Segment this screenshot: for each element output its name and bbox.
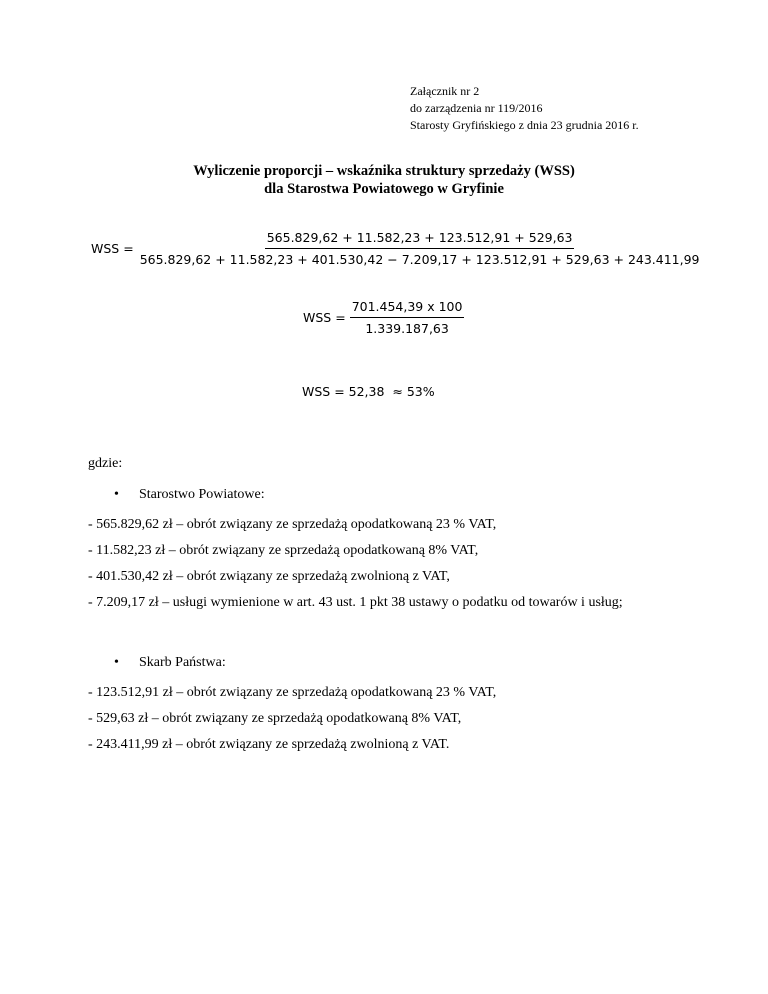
formula-1-denominator: 565.829,62 + 11.582,23 + 401.530,42 − 7.209,17 + 123.512,91 + 529,63 + 243.411,99 [139,252,700,267]
bullet-icon: • [114,655,119,670]
formula-1-numerator: 565.829,62 + 11.582,23 + 123.512,91 + 529,63 [265,230,575,249]
bullet-icon: • [114,487,119,502]
title-line-2: dla Starostwa Powiatowego w Gryfinie [264,181,504,197]
list-item: - 11.582,23 zł – obrót związany ze sprzedażą opodatkowaną 8% VAT, [88,543,479,558]
list-item: - 529,63 zł – obrót związany ze sprzedażą opodatkowaną 8% VAT, [88,711,462,726]
list-item: - 565.829,62 zł – obrót związany ze sprzedażą opodatkowaną 23 % VAT, [88,517,497,532]
formula-2-numerator: 701.454,39 x 100 [350,299,465,318]
formula-1-fraction [138,230,702,267]
section-1-heading-text: Starostwo Powiatowe: [139,487,265,502]
section-2-heading [114,654,226,672]
gdzie-label: gdzie: [88,456,123,471]
document-title [0,162,768,198]
list-item: - 7.209,17 zł – usługi wymienione w art. 43 ust. 1 pkt 38 ustawy o podatku od towarów i usług; [88,595,623,610]
section-2-heading-text: Skarb Państwa: [139,655,226,670]
formula-2 [303,299,464,336]
section-1-heading [114,486,265,504]
formula-1-lhs: WSS = [91,241,134,256]
formula-3-text: WSS = 52,38 ≈ 53% [302,384,435,399]
annex-line-2: do zarządzenia nr 119/2016 [410,101,543,115]
formula-2-fraction [350,299,465,336]
formula-3 [302,384,435,399]
annex-line-1: Załącznik nr 2 [410,84,480,98]
list-item: - 123.512,91 zł – obrót związany ze sprzedażą opodatkowaną 23 % VAT, [88,685,497,700]
formula-2-denominator: 1.339.187,63 [365,321,449,336]
annex-line-3: Starosty Gryfińskiego z dnia 23 grudnia 2016 r. [410,118,639,132]
formula-1 [91,230,702,267]
list-item: - 243.411,99 zł – obrót związany ze sprzedażą zwolnioną z VAT. [88,737,450,752]
annex-header [410,83,639,134]
list-item: - 401.530,42 zł – obrót związany ze sprzedażą zwolnioną z VAT, [88,569,450,584]
title-line-1: Wyliczenie proporcji – wskaźnika struktury sprzedaży (WSS) [193,163,575,179]
formula-2-lhs: WSS = [303,310,346,325]
